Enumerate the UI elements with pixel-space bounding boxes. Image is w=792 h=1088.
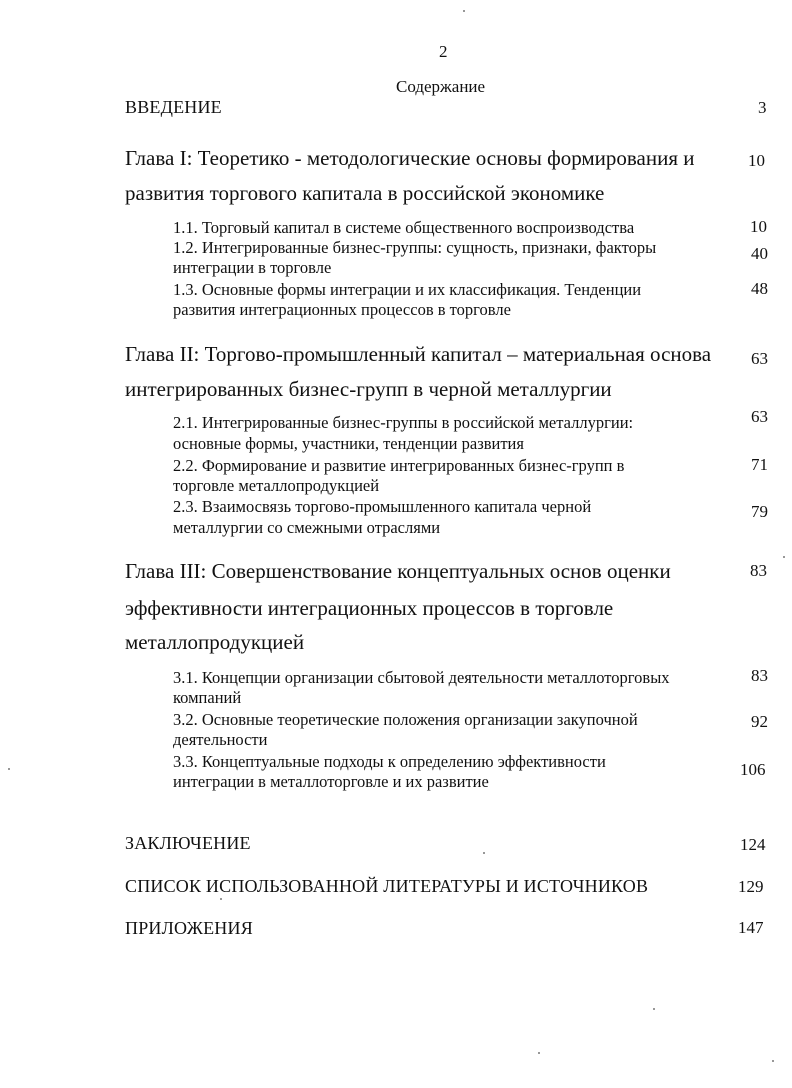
toc-chapter-page: 10 [748,151,765,170]
toc-chapter-title-line: эффективности интеграционных процессов в торговле [125,596,614,620]
toc-section-line: развития интеграционных процессов в торговле [173,300,511,319]
toc-section-line: металлургии со смежными отраслями [173,518,441,537]
scan-speck [538,1052,540,1054]
page-number: 2 [439,42,448,61]
toc-section-line: 3.1. Концепции организации сбытовой деятельности металлоторговых [173,668,670,687]
toc-section-line: компаний [173,688,242,707]
toc-chapter-page: 83 [750,561,767,580]
toc-section-line: 2.2. Формирование и развитие интегрированных бизнес-групп в [173,456,625,475]
toc-chapter-title-line: Глава II: Торгово-промышленный капитал – материальная основа [125,342,712,366]
scan-speck [772,1060,774,1062]
toc-section-line: 2.3. Взаимосвязь торгово-промышленного капитала черной [173,497,592,516]
toc-entry-label: ВВЕДЕНИЕ [125,97,222,117]
toc-section-line: 1.2. Интегрированные бизнес-группы: сущность, признаки, факторы [173,238,657,257]
toc-section-line: интеграции в торговле [173,258,332,277]
toc-section-line: 1.1. Торговый капитал в системе общественного воспроизводства [173,218,635,237]
toc-section-page: 48 [751,279,768,298]
toc-entry-page: 3 [758,98,767,117]
toc-section-page: 40 [751,244,768,263]
toc-entry-label: ЗАКЛЮЧЕНИЕ [125,833,251,853]
scan-speck [483,852,485,854]
scan-speck [463,10,465,12]
toc-section-line: 3.3. Концептуальные подходы к определению эффективности [173,752,606,771]
toc-section-line: интеграции в металлоторговле и их развитие [173,772,489,791]
toc-section-page: 10 [750,217,767,236]
toc-chapter-title-line: Глава I: Теоретико - методологические основы формирования и [125,146,695,170]
toc-section-line: основные формы, участники, тенденции развития [173,434,524,453]
toc-section-page: 92 [751,712,768,731]
toc-section-page: 79 [751,502,768,521]
toc-title: Содержание [396,77,486,96]
toc-chapter-title-line: Глава III: Совершенствование концептуальных основ оценки [125,559,671,583]
toc-section-page: 71 [751,455,768,474]
toc-entry-label: СПИСОК ИСПОЛЬЗОВАННОЙ ЛИТЕРАТУРЫ И ИСТОЧНИКОВ [125,876,649,896]
toc-section-line: торговле металлопродукцией [173,476,380,495]
toc-section-line: 2.1. Интегрированные бизнес-группы в российской металлургии: [173,413,634,432]
toc-entry-label: ПРИЛОЖЕНИЯ [125,918,253,938]
toc-section-line: 3.2. Основные теоретические положения организации закупочной [173,710,638,729]
scan-speck [8,768,10,770]
toc-chapter-title-line: интегрированных бизнес-групп в черной металлургии [125,377,612,401]
toc-section-line: 1.3. Основные формы интеграции и их классификация. Тенденции [173,280,642,299]
toc-entry-page: 129 [738,877,764,896]
toc-chapter-page: 63 [751,349,768,368]
toc-section-line: деятельности [173,730,268,749]
toc-section-page: 106 [740,760,766,779]
toc-entry-page: 147 [738,918,764,937]
toc-chapter-title-line: металлопродукцией [125,630,305,654]
toc-section-page: 63 [751,407,768,426]
scan-speck [783,556,785,558]
toc-entry-page: 124 [740,835,766,854]
scan-speck [220,898,222,900]
toc-chapter-title-line: развития торгового капитала в российской экономике [125,181,605,205]
scan-speck [653,1008,655,1010]
toc-section-page: 83 [751,666,768,685]
